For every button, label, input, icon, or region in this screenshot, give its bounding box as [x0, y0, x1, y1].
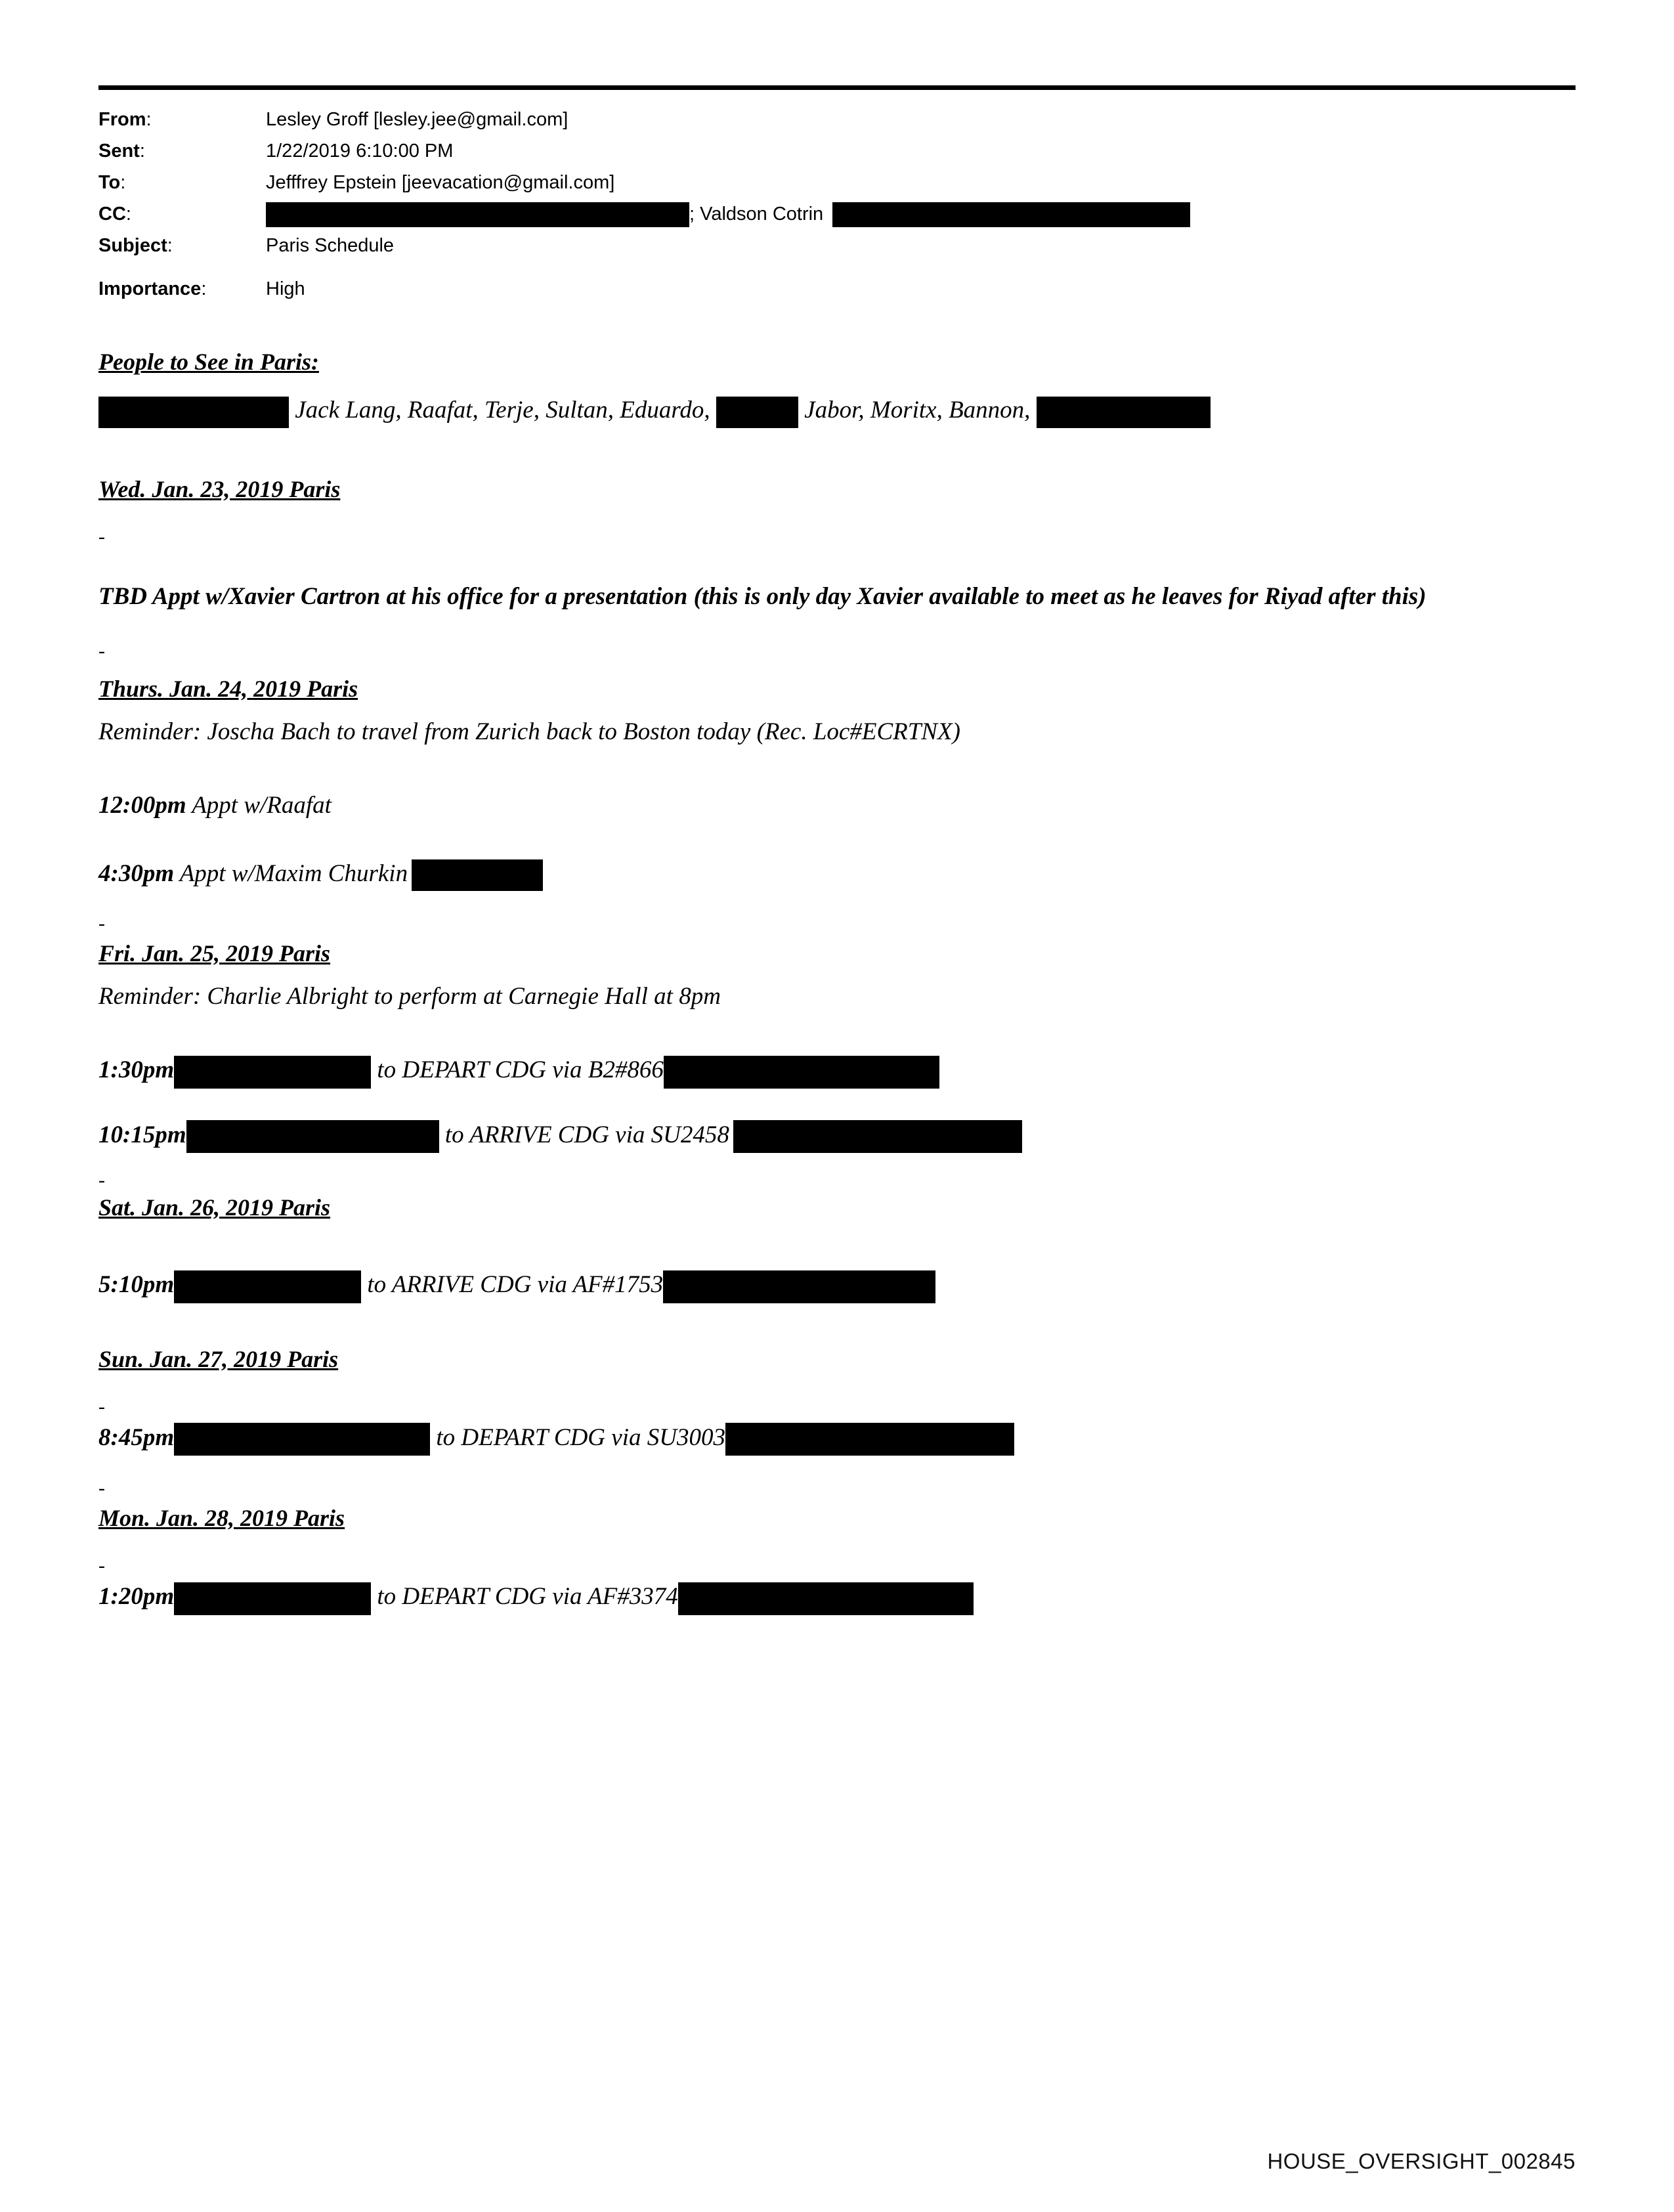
flight-text-af3374: to DEPART CDG via AF#3374 [377, 1583, 678, 1611]
header-label-importance-text: Importance [98, 278, 202, 299]
people-names-line [98, 393, 1576, 428]
header-value-cc-text: Valdson Cotrin [700, 204, 824, 225]
redaction-bar-flight-4b [725, 1423, 1014, 1456]
header-label-subject: Subject: [98, 235, 173, 256]
flight-row-arrive-su2458 [98, 1119, 1576, 1154]
bullet-dash-sun: - [98, 1395, 105, 1418]
appointment-row-maxim-churkin [98, 857, 1576, 892]
header-row-cc [98, 200, 1411, 232]
flight-time-1015pm: 10:15pm [98, 1121, 186, 1148]
redaction-bar-flight-2a [186, 1120, 439, 1153]
bullet-dash-thurs: - [98, 913, 105, 935]
flight-row-depart-af3374 [98, 1580, 1576, 1615]
people-names-part1: Jack Lang, Raafat, Terje, Sultan, Eduardo, [295, 397, 710, 423]
day-title-mon-jan-28: Mon. Jan. 28, 2019 Paris [98, 1505, 345, 1532]
header-value-from: Lesley Groff [lesley.jee@gmail.com] [266, 109, 569, 130]
header-label-importance: Importance: [98, 278, 207, 299]
reminder-charlie-albright: Reminder: Charlie Albright to perform at Carnegie Hall at 8pm [98, 983, 721, 1010]
reminder-joscha-bach: Reminder: Joscha Bach to travel from Zurich back to Boston today (Rec. Loc#ECRTNX) [98, 718, 960, 745]
appointment-row-raafat [98, 789, 1576, 822]
day-title-thurs-jan-24: Thurs. Jan. 24, 2019 Paris [98, 675, 358, 702]
redaction-bar-flight-1a [174, 1056, 371, 1089]
header-value-to: Jefffrey Epstein [jeevacation@gmail.com] [266, 172, 615, 193]
header-label-from: From: [98, 109, 152, 130]
flight-row-depart-b2866 [98, 1054, 1576, 1089]
bullet-dash-fri: - [98, 1169, 105, 1192]
header-label-cc-text: CC [98, 204, 126, 225]
flight-time-130pm: 1:30pm [98, 1056, 175, 1084]
header-label-to: To: [98, 172, 126, 193]
header-label-subject-text: Subject [98, 235, 167, 256]
flight-text-af1753: to ARRIVE CDG via AF#1753 [367, 1271, 664, 1299]
header-row-to [98, 169, 1411, 200]
flight-time-845pm: 8:45pm [98, 1423, 175, 1451]
header-value-cc: ; Valdson Cotrin [266, 200, 1411, 232]
redaction-bar-cc-1 [266, 202, 689, 227]
flight-time-510pm: 5:10pm [98, 1271, 175, 1299]
header-value-sent: 1/22/2019 6:10:00 PM [266, 141, 454, 162]
redaction-bar-flight-3b [663, 1270, 935, 1303]
redaction-bar-people-1 [98, 397, 289, 428]
flight-text-su3003: to DEPART CDG via SU3003 [436, 1423, 725, 1451]
header-row-from [98, 106, 1411, 137]
redaction-bar-flight-5b [678, 1582, 974, 1615]
header-label-from-text: From [98, 109, 146, 130]
day-title-wed-jan-23: Wed. Jan. 23, 2019 Paris [98, 475, 341, 502]
flight-row-arrive-af1753 [98, 1269, 1576, 1303]
flight-row-depart-su3003 [98, 1421, 1576, 1456]
header-value-subject: Paris Schedule [266, 235, 395, 256]
redaction-bar-flight-3a [174, 1270, 361, 1303]
appointment-time-430pm: 4:30pm [98, 859, 175, 887]
header-value-importance: High [266, 278, 305, 299]
header-label-cc: CC: [98, 204, 131, 225]
redaction-bar-flight-2b [733, 1120, 1022, 1153]
header-row-subject [98, 232, 1411, 263]
header-label-sent: Sent: [98, 141, 145, 162]
flight-text-su2458: to ARRIVE CDG via SU2458 [444, 1121, 729, 1148]
bullet-dash-mon: - [98, 1555, 105, 1577]
flight-time-120pm: 1:20pm [98, 1583, 175, 1611]
day-title-sun-jan-27: Sun. Jan. 27, 2019 Paris [98, 1345, 339, 1372]
redaction-bar-cc-2 [832, 202, 1190, 227]
people-section-title: People to See in Paris: [98, 349, 319, 375]
day-title-fri-jan-25: Fri. Jan. 25, 2019 Paris [98, 940, 331, 967]
email-header [98, 106, 1411, 307]
bullet-dash-wed: - [98, 525, 105, 548]
day-title-sat-jan-26: Sat. Jan. 26, 2019 Paris [98, 1194, 331, 1221]
appointment-text-raafat: Appt w/Raafat [192, 791, 332, 819]
redaction-bar-people-3 [1037, 397, 1211, 428]
appointment-note-xavier-cartron: TBD Appt w/Xavier Cartron at his office for a presentation (this is only day Xavier available to meet as he leaves for Riyad after this) [98, 582, 1427, 610]
header-row-importance [98, 263, 1411, 307]
header-label-sent-text: Sent [98, 141, 140, 162]
redaction-bar-flight-1b [664, 1056, 939, 1089]
flight-text-b2866: to DEPART CDG via B2#866 [377, 1056, 664, 1084]
header-label-to-text: To [98, 172, 121, 193]
document-body [98, 85, 1576, 1615]
header-row-sent [98, 137, 1411, 169]
appointment-text-maxim-churkin: Appt w/Maxim Churkin [179, 859, 408, 887]
redaction-bar-maxim [412, 859, 543, 891]
header-divider-rule [98, 85, 1576, 90]
redaction-bar-flight-4a [174, 1423, 430, 1456]
bullet-dash-wed-2: - [98, 640, 105, 662]
appointment-time-1200pm: 12:00pm [98, 791, 186, 819]
redaction-bar-people-2 [716, 397, 798, 428]
bullet-dash-sun-2: - [98, 1477, 105, 1500]
redaction-bar-flight-5a [174, 1582, 371, 1615]
bates-stamp: HOUSE_OVERSIGHT_002845 [1267, 2149, 1576, 2173]
people-names-part2: Jabor, Moritx, Bannon, [804, 397, 1031, 423]
